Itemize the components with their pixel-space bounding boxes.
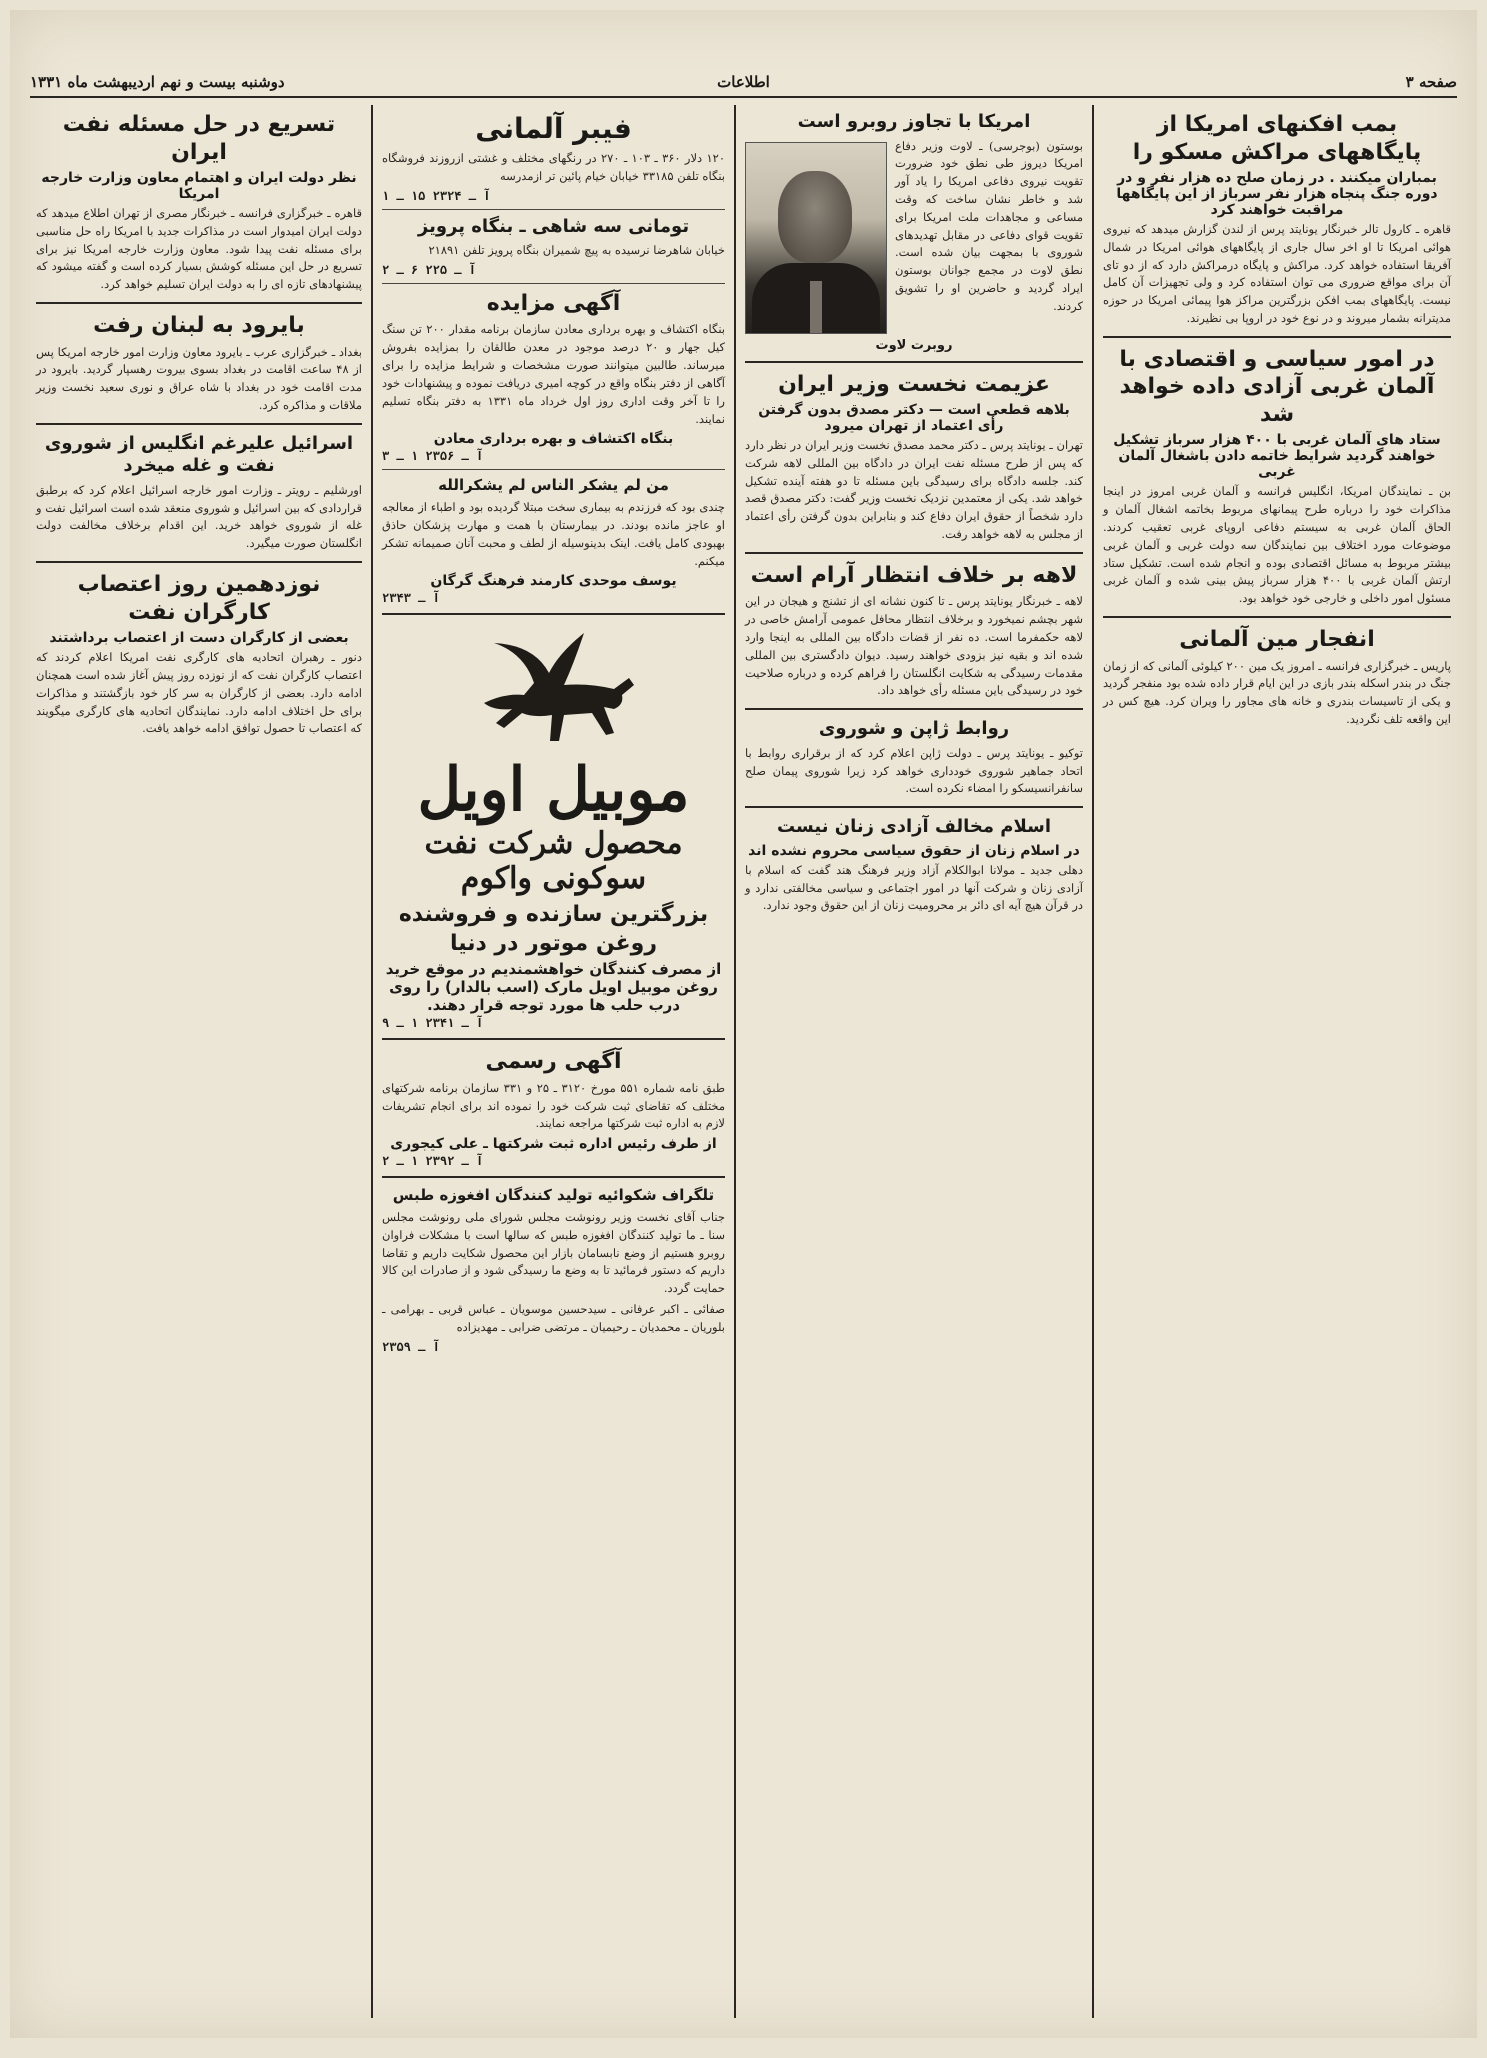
article-germany: بن ـ نمایندگان امریکا، انگلیس فرانسه و آلمان غربی امروز در اینجا مذاکرات خود را درباره طرح پیمانهای مربوط بخاتمه اشغال آلمان و الحاق آلمان غربی به سیستم دفاعی اروپای غربی تعقیب کردند. موضوعات مورد اختلاف بین نمایندگان سه دولت غربی و آلمان غربی بیشتر مربوط به مسائل اقتصادی بوده و انجام شده است. تشکیل ستاد ارتش آلمان غربی با ۴۰۰ هزار سرباز پیش بینی شده و آلمان غربی مسئول امور داخلی و خارجی خود خواهد بود. xyxy=(1103,484,1451,606)
article-strike: دنور ـ رهبران اتحادیه های کارگری نفت امریکا اعلام کردند که اعتصاب کارگران نفت که از نوزده روز پیش آغاز شده است همچنان ادامه دارد. بعضی از کارگران به سر کار خود بازگشتند و مذاکرات برای حل اختلاف ادامه دارد. نمایندگان اتحادیه های کارگری میگویند که اعتصاب تا حصول توافق ادامه خواهد یافت. xyxy=(36,650,362,736)
headline-mine: انفجار مین آلمانی xyxy=(1179,627,1375,653)
ad-fiber-body: ۱۲۰ دلار ۳۶۰ ـ ۱۰۳ ـ ۲۷۰ در رنگهای مختلف و غشتی ازروزند فروشگاه بنگاه تلفن ۳۳۱۸۵ خیابان خیام پائین تر ازمدرسه xyxy=(382,151,725,183)
page-label: صفحه ۳ xyxy=(1405,73,1457,91)
ad-official-body: طبق نامه شماره ۵۵۱ مورخ ۳۱۲۰ ـ ۲۵ و ۳۳۱ سازمان برنامه شرکتهای مختلف که تقاضای ثبت شرکت خود را نموده اند برای انجام تشریفات لازم به اداره ثبت شرکتها مراجعه نمایند. xyxy=(382,1080,725,1131)
issue-date: دوشنبه بیست و نهم اردیبهشت ماه ۱۳۳۱ xyxy=(30,73,285,91)
column-rule xyxy=(371,105,373,2018)
mobil-title: موبیل اویل xyxy=(417,755,690,826)
ad-code: آ ـ ۲۲۵ ۶ ـ ۲ xyxy=(382,262,476,277)
divider xyxy=(36,302,362,304)
article-america: بوستون (بوجرسی) ـ لاوت وزیر دفاع امریکا دیروز طی نطق خود ضرورت تقویت نیروی دفاعی امریکا را یاد آور شد و خاطر نشان ساخت که وقت مساعی و مجاهدات ملت امریکا برای تقویت قوای دفاعی در مقابل تهدیدهای شوروی با بمجهت بیان شده است. نطق لاوت در مجمع جوانان بوستون ایراد گردید و حاضرین او را تشویق کردند. xyxy=(895,138,1083,313)
subhead-pm-departure: بلاهه قطعی است — دکتر مصدق بدون گرفتن رأی اعتماد از تهران میرود xyxy=(758,402,1070,434)
divider xyxy=(745,552,1083,554)
column-4 xyxy=(30,105,368,2018)
headline-bombers: بمب افکنهای امریکا از پایگاههای مراکش مسکو را xyxy=(1132,112,1422,165)
divider xyxy=(382,613,725,615)
ad-parviz-body: خیابان شاهرضا نرسیده به پیچ شمیران بنگاه پرویز تلفن ۲۱۸۹۱ xyxy=(428,243,725,258)
photo-caption: روبرت لاوت xyxy=(875,337,953,353)
divider xyxy=(382,469,725,470)
column-rule xyxy=(734,105,736,2018)
headline-america: امریکا با تجاوز روبرو است xyxy=(797,111,1031,132)
subhead-germany: ستاد های آلمان غربی با ۴۰۰ هزار سرباز تشکیل خواهند گردید شرایط خاتمه دادن باشغال آلمان غربی xyxy=(1113,432,1441,481)
ad-code: آ ـ ۲۳۲۴ ۱۵ ـ ۱ xyxy=(382,188,491,203)
divider xyxy=(745,361,1083,363)
article-israel: اورشلیم ـ رویتر ـ وزارت امور خارجه اسرائیل اعلام کرد که برطبق قراردادی که بین اسرائیل و شوروی منعقد شده است اسرائیل نفت و غله از شوروی خواهد خرید. این اقدام برخلاف مخالفت دولت انگلستان صورت میگیرد. xyxy=(36,482,362,551)
ad-code: آ ـ ۲۳۴۱ ۱ ـ ۹ xyxy=(382,1016,484,1031)
divider xyxy=(382,1176,725,1178)
subhead-strike: بعضی از کارگران دست از اعتصاب برداشتند xyxy=(49,630,349,647)
ad-auction-body: بنگاه اکتشاف و بهره برداری معادن سازمان برنامه مقدار ۲۰۰ تن سنگ کیل جهار و ۲۰ درصد موجود در معدن طالقان را بمزایده بفروش میرساند. طالبین میتوانند صورت مشخصات و شرایط مزایده را برای آگاهی از دفتر بنگاه واقع در کوچه امیری دریافت نموده و پیشنهادات خود را تا آخر وقت اداری روز اول خرداد ماه ۱۳۳۱ به دفتر بنگاه تسلیم نمایند. xyxy=(382,322,725,426)
ad-telegram-title: تلگراف شکوائیه تولید کنندگان افغوزه طبس xyxy=(392,1186,715,1205)
article-islam: دهلی جدید ـ مولانا ابوالکلام آزاد وزیر فرهنگ هند گفت که اسلام با آزادی زنان و شرکت آنها در امور اجتماعی و سیاسی مخالفتی ندارد و در قرآن هیچ آیه ای دائر بر محرومیت زنان از این حقوق وجود ندارد. xyxy=(745,862,1083,913)
divider xyxy=(382,209,725,210)
ad-code: آ ـ ۲۳۵۶ ۱ ـ ۳ xyxy=(382,449,484,464)
headline-israel: اسرائیل علیرغم انگلیس از شوروی نفت و غله میخرد xyxy=(44,432,354,477)
mobil-subtitle: محصول شرکت نفت سوکونی واکوم xyxy=(424,826,683,897)
divider xyxy=(1103,616,1451,618)
ad-auction-sign: بنگاه اکتشاف و بهره برداری معادن xyxy=(433,431,674,448)
ad-official-sign: از طرف رئیس اداره ثبت شرکتها ـ علی کیجوری xyxy=(390,1136,717,1153)
ad-code: آ ـ ۲۳۹۲ ۱ ـ ۲ xyxy=(382,1154,484,1169)
ad-code: آ ـ ۲۳۵۹ xyxy=(382,1339,440,1354)
column-rule xyxy=(1092,105,1094,2018)
column-2 xyxy=(739,105,1089,2018)
article-hague: لاهه ـ خبرنگار یونایتد پرس ـ تا کنون نشانه ای از تشنج و هیجان در این شهر بچشم نمیخورد و برخلاف انتظار محافل عمومی آرامش خاصی در لاهه حکمفرما است. ده نفر از قضات دادگاه بین المللی به اینجا وارد شده اند و بقیه نیز بزودی خواهند رسید. دیوان دادگستری بین المللی مقدمات رسیدگی به شکایت انگلستان را فراهم کرده و درباره صلاحیت خود در رسیدگی باین مسئله رأی خواهد داد. xyxy=(745,594,1083,698)
ad-thanks-body: چندی بود که فرزندم به بیماری سخت مبتلا گردیده بود و اطباء از معالجه او عاجز مانده بودند. در بیمارستان با همت و مهارت پزشکان حاذق بهبودی کامل یافت. اینک بدینوسیله از لطف و محبت آنان صمیمانه تشکر میکنم. xyxy=(382,500,725,568)
headline-hague: لاهه بر خلاف انتظار آرام است xyxy=(750,562,1078,588)
article-japan: توکیو ـ یونایتد پرس ـ دولت ژاپن اعلام کرد که از برقراری روابط با اتحاد جماهیر شوروی خودداری خواهد کرد زیرا شوروی پیمان صلح سانفرانسیسکو را امضاء نکرده است. xyxy=(745,745,1083,796)
page-header xyxy=(30,68,1457,98)
headline-japan: روابط ژاپن و شوروی xyxy=(818,718,1010,740)
ad-thanks-title: من لم یشکر الناس لم یشکرالله xyxy=(438,476,669,495)
mobil-note: از مصرف کنندگان خواهشمندیم در موقع خرید روغن موبیل اویل مارک (اسب بالدار) را روی درب حلب ها مورد توجه قرار دهند. xyxy=(385,960,722,1015)
column-1 xyxy=(1097,105,1457,2018)
divider xyxy=(745,708,1083,710)
subhead-islam: در اسلام زنان از حقوق سیاسی محروم نشده اند xyxy=(748,842,1080,859)
article-oil: قاهره ـ خبرگزاری فرانسه ـ خبرنگار مصری از تهران اطلاع میدهد که دولت ایران امیدوار است در مذاکرات جدید با امریکا راه حل مناسبی برای مسئله نفت پیدا شود. معاون وزارت خارجه امریکا نیز برای تسریع در حل این مسئله کوشش بسیار کرده است و گفته میشود که پیشنهادهای تازه ای را به دولت ایران تسلیم خواهد کرد. xyxy=(36,206,362,292)
newspaper-page xyxy=(10,10,1477,2038)
headline-germany: در امور سیاسی و اقتصادی با آلمان غربی آزادی داده خواهد شد xyxy=(1119,346,1435,427)
article-pm-departure: تهران ـ یونایتد پرس ـ دکتر محمد مصدق نخست وزیر ایران در نظر دارد که پس از طرح مسئله نفت ایران در دادگاه بین المللی لاهه شرکت کند. جلسه دادگاه برای رسیدگی باین مسئله تا دو هفته آینده تشکیل خواهد شد. یکی از معتمدین نزدیک نخست وزیر گفت: دکتر مصدق قصد دارد شخصاً از حقوق ایران دفاع کند و بنابراین بدون گرفتن رأی اعتماد از مجلس به لاهه خواهد رفت. xyxy=(745,438,1083,542)
headline-islam: اسلام مخالف آزادی زنان نیست xyxy=(776,816,1052,838)
article-byroade: بغداد ـ خبرگزاری عرب ـ بایرود معاون وزارت امور خارجه امریکا پس از ۴۸ ساعت اقامت در بغداد بسوی بیروت رهسپار گردید. بایرود در مدت اقامت خود در بغداد با شاه عراق و نوری سعید نخست وزیر ملاقات و مذاکره کرد. xyxy=(36,344,362,412)
subhead-oil: نظر دولت ایران و اهتمام معاون وزارت خارجه امریکا xyxy=(41,170,357,202)
headline-byroade: بایرود به لبنان رفت xyxy=(93,313,305,339)
headline-pm-departure: عزیمت نخست وزیر ایران xyxy=(778,371,1050,397)
ad-parviz-title: تومانی سه شاهی ـ بنگاه پرویز xyxy=(417,215,690,237)
headline-oil: تسریع در حل مسئله نفت ایران xyxy=(62,112,336,165)
headline-strike: نوزدهمین روز اعتصاب کارگران نفت xyxy=(77,572,321,625)
ad-auction-title: آگهی مزایده xyxy=(486,290,621,316)
ad-official-title: آگهی رسمی xyxy=(485,1049,622,1075)
ad-thanks-sign: یوسف موحدی کارمند فرهنگ گرگان xyxy=(430,573,677,590)
divider xyxy=(36,423,362,425)
subhead-bombers: بمباران میکنند . در زمان صلح ده هزار نفر و در دوره جنگ پنجاه هزار نفر سرباز از این پایگاهها مراقبت خواهند کرد xyxy=(1116,170,1438,218)
pegasus-logo-icon xyxy=(464,623,644,753)
ad-telegram-names: صفائی ـ اکبر عرفانی ـ سیدحسین موسویان ـ عباس قربی ـ بهرامی ـ بلوریان ـ محمدیان ـ رحیمیان ـ مرتضی ضرابی ـ مهدیزاده xyxy=(382,1302,725,1334)
divider xyxy=(382,1038,725,1040)
divider xyxy=(745,806,1083,808)
divider xyxy=(382,283,725,284)
portrait-photo xyxy=(745,142,887,334)
column-3 xyxy=(376,105,731,2018)
paper-name: اطلاعات xyxy=(717,73,770,91)
ad-telegram-body: جناب آقای نخست وزیر رونوشت مجلس شورای ملی رونوشت مجلس سنا ـ ما تولید کنندگان افغوزه طبس که سالها است با مشکلات فراوان روبرو هستیم از وضع نابسامان بازار این محصول شکایت داریم و تقاضا داریم که دستور فرمائید تا به وضع ما رسیدگی شود و از صادرات این کالا حمایت گردد. xyxy=(382,1210,725,1296)
ad-fiber-title: فیبر آلمانی xyxy=(475,112,632,145)
mobil-line: بزرگترین سازنده و فروشنده xyxy=(398,902,709,928)
divider xyxy=(36,561,362,563)
ad-code: آ ـ ۲۳۴۳ xyxy=(382,591,440,606)
mobil-line: روغن موتور در دنیا xyxy=(449,931,658,957)
divider xyxy=(1103,336,1451,338)
article-bombers: قاهره ـ کارول تالر خبرنگار یونایتد پرس از لندن گزارش میدهد که نیروی هوائی امریکا تا او اخر سال جاری از پایگاههای هوائی امریکا در شمال آفریقا استفاده خواهد کرد. مراکش و پایگاه درمراکش دارد که از دو تای آن برای مواقع ضروری می توان استفاده کرد و ولی تجهیزات آن کامل نیست. پایگاههای بمب افکن بزرگترین مراکز هوا پیمائی امریکا در حوزه مدیترانه بشمار میروند و در نوع خود در اروپا بی نظیرند. xyxy=(1103,222,1451,326)
article-mine: پاریس ـ خبرگزاری فرانسه ـ امروز یک مین ۲۰۰ کیلوئی آلمانی که از زمان جنگ در بندر اسکله بندر بازی در این ایام قرار داده شده بود منفجر گردید و یکی از تاسیسات بندری و خانه های مجاور را ویران کرد. هیچ کس در این واقعه تلف نگردید. xyxy=(1103,658,1451,726)
